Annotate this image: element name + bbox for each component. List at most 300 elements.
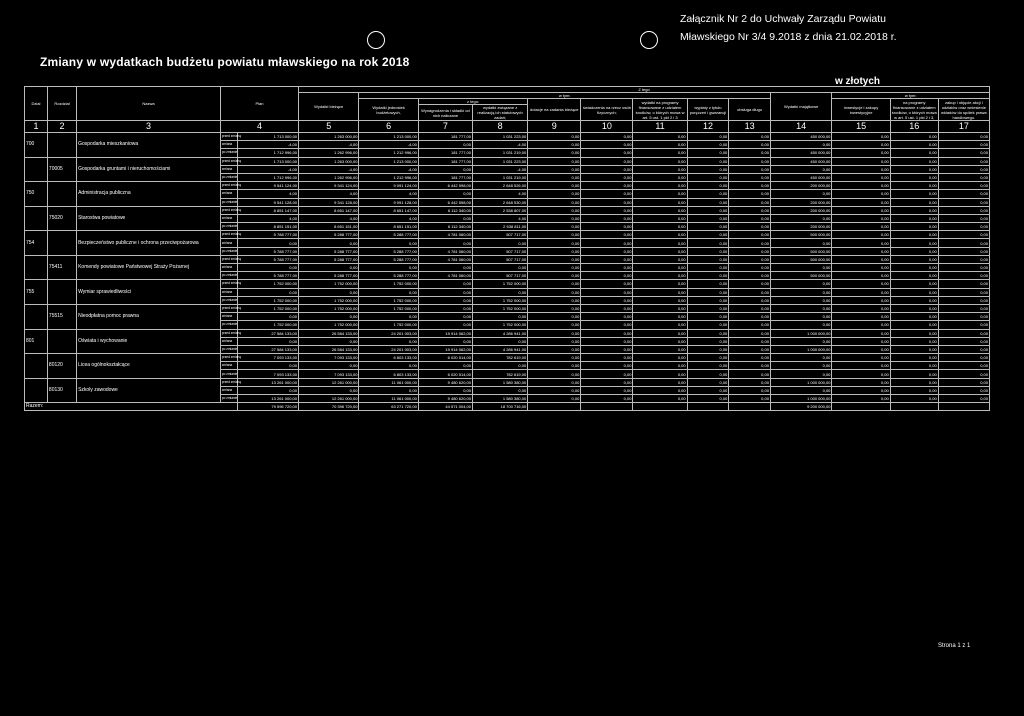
zero-cell: 0,00 — [581, 395, 633, 403]
header-dotacje: dotacje na zadania bieżące — [528, 99, 581, 121]
jednostek-cell: 9 091 128,00 — [359, 198, 418, 206]
zero-cell: 0,00 — [687, 337, 729, 345]
total-plan: 79 596 720,00 — [237, 403, 298, 411]
zero-cell: 0,00 — [528, 321, 581, 329]
table-row — [25, 255, 990, 263]
zero-cell: 0,00 — [938, 206, 989, 214]
zero-cell: 0,00 — [832, 354, 890, 362]
row-type-cell: po zmianie — [220, 296, 237, 304]
biezace-cell: 1 263 000,00 — [299, 133, 359, 141]
statutowe-cell: 2 648 526,00 — [473, 182, 528, 190]
zero-cell: 0,00 — [633, 329, 687, 337]
header-rozdzial: Rozdział — [47, 87, 76, 121]
dzial-cell: 801 — [25, 329, 48, 354]
zero-cell: 0,00 — [581, 288, 633, 296]
column-number: 12 — [687, 121, 729, 133]
zero-cell: 0,00 — [832, 386, 890, 394]
zero-cell: 0,00 — [528, 239, 581, 247]
plan-cell: 8 851 147,00 — [237, 206, 298, 214]
zero-cell: 0,00 — [687, 288, 729, 296]
total-empty — [832, 403, 890, 411]
plan-cell: 5 788 777,00 — [237, 272, 298, 280]
zero-cell: 0,00 — [528, 386, 581, 394]
row-type-cell: po zmianie — [220, 173, 237, 181]
row-type-cell: po zmianie — [220, 149, 237, 157]
row-type-cell: zmiana — [220, 190, 237, 198]
total-empty — [729, 403, 771, 411]
wynagrodzenia-cell: 0,00 — [418, 337, 472, 345]
zero-cell: 0,00 — [528, 378, 581, 386]
majatkowe-cell: 1 000 000,00 — [770, 329, 831, 337]
zero-cell: 0,00 — [581, 141, 633, 149]
total-label: Razem: — [25, 403, 238, 411]
wynagrodzenia-cell: 6 442 598,00 — [418, 198, 472, 206]
biezace-cell: 0,00 — [299, 288, 359, 296]
zero-cell: 0,00 — [633, 133, 687, 141]
jednostek-cell: 0,00 — [359, 337, 418, 345]
wynagrodzenia-cell: 4 781 060,00 — [418, 255, 472, 263]
nazwa-cell: Wymiar sprawiedliwości — [77, 280, 221, 305]
plan-cell: 0,00 — [237, 386, 298, 394]
row-type-cell: po zmianie — [220, 247, 237, 255]
zero-cell: 0,00 — [687, 255, 729, 263]
zero-cell: 0,00 — [890, 329, 938, 337]
row-type-cell: przed zmianą — [220, 157, 237, 165]
header-obsluga-dlugu: obsługa długu — [729, 99, 771, 121]
zero-cell: 0,00 — [687, 239, 729, 247]
row-type-cell: po zmianie — [220, 370, 237, 378]
wynagrodzenia-cell: 181 777,00 — [418, 149, 472, 157]
plan-cell: -4,00 — [237, 165, 298, 173]
wynagrodzenia-cell: 9 480 620,00 — [418, 395, 472, 403]
statutowe-cell: 1 031 219,00 — [473, 149, 528, 157]
wynagrodzenia-cell: 0,00 — [418, 190, 472, 198]
zero-cell: 0,00 — [832, 395, 890, 403]
row-type-cell: przed zmianą — [220, 354, 237, 362]
majatkowe-cell: 200 000,00 — [770, 198, 831, 206]
zero-cell: 0,00 — [687, 247, 729, 255]
zero-cell: 0,00 — [938, 239, 989, 247]
row-type-cell: po zmianie — [220, 345, 237, 353]
zero-cell: 0,00 — [528, 304, 581, 312]
zero-cell: 0,00 — [633, 370, 687, 378]
rozdzial-cell: 75411 — [47, 255, 76, 280]
nazwa-cell: Gospodarka gruntami i nieruchomościami — [77, 157, 221, 182]
total-wynagrodzenia: 44 571 004,00 — [418, 403, 472, 411]
wynagrodzenia-cell: 181 777,00 — [418, 133, 472, 141]
dzial-cell: 700 — [25, 133, 48, 158]
zero-cell: 0,00 — [581, 149, 633, 157]
header-na-programy: na programy finansowane z udziałem środków, o których mowa w art. 5 ust. 1 pkt 2 i 3, — [891, 99, 937, 120]
biezace-cell: 4,00 — [299, 214, 359, 222]
plan-cell: 0,00 — [237, 264, 298, 272]
zero-cell: 0,00 — [938, 149, 989, 157]
zero-cell: 0,00 — [729, 370, 771, 378]
biezace-cell: 9 341 124,00 — [299, 182, 359, 190]
column-number: 11 — [633, 121, 687, 133]
plan-cell: 0,00 — [237, 313, 298, 321]
majatkowe-cell: 200 000,00 — [770, 182, 831, 190]
jednostek-cell: 5 288 777,00 — [359, 272, 418, 280]
zero-cell: 0,00 — [729, 247, 771, 255]
majatkowe-cell: 0,00 — [770, 321, 831, 329]
zero-cell: 0,00 — [729, 321, 771, 329]
jednostek-cell: 0,00 — [359, 362, 418, 370]
zero-cell: 0,00 — [729, 231, 771, 239]
jednostek-cell: 4,00 — [359, 190, 418, 198]
zero-cell: 0,00 — [633, 386, 687, 394]
header-z-tego-jednostek: z tego: — [418, 99, 527, 105]
wynagrodzenia-cell: 0,00 — [418, 304, 472, 312]
rozdzial-cell — [47, 133, 76, 158]
zero-cell: 0,00 — [729, 206, 771, 214]
zero-cell: 0,00 — [890, 280, 938, 288]
wynagrodzenia-cell: 0,00 — [418, 141, 472, 149]
zero-cell: 0,00 — [633, 362, 687, 370]
header-z-tego: Z tego — [299, 87, 990, 93]
zero-cell: 0,00 — [832, 141, 890, 149]
nazwa-cell: Bezpieczeństwo publiczne i ochrona przeciwpożarowa — [77, 231, 221, 256]
row-type-cell: zmiana — [220, 313, 237, 321]
wynagrodzenia-cell: 19 914 062,00 — [418, 345, 472, 353]
wynagrodzenia-cell: 0,00 — [418, 239, 472, 247]
punch-hole-left — [367, 31, 385, 49]
zero-cell: 0,00 — [633, 354, 687, 362]
biezace-cell: 12 261 000,00 — [299, 395, 359, 403]
zero-cell: 0,00 — [890, 296, 938, 304]
zero-cell: 0,00 — [687, 214, 729, 222]
zero-cell: 0,00 — [938, 272, 989, 280]
zero-cell: 0,00 — [729, 239, 771, 247]
statutowe-cell: 1 031 223,00 — [473, 133, 528, 141]
row-type-cell: po zmianie — [220, 223, 237, 231]
zero-cell: 0,00 — [890, 149, 938, 157]
majatkowe-cell: 0,00 — [770, 296, 831, 304]
column-number: 4 — [220, 121, 298, 133]
zero-cell: 0,00 — [832, 378, 890, 386]
statutowe-cell: 0,00 — [473, 313, 528, 321]
zero-cell: 0,00 — [890, 288, 938, 296]
column-number: 6 — [359, 121, 418, 133]
zero-cell: 0,00 — [581, 206, 633, 214]
majatkowe-cell: 450 000,00 — [770, 133, 831, 141]
statutowe-cell: 782 619,00 — [473, 370, 528, 378]
zero-cell: 0,00 — [938, 141, 989, 149]
total-statutowe: 18 700 716,00 — [473, 403, 528, 411]
zero-cell: 0,00 — [890, 378, 938, 386]
zero-cell: 0,00 — [687, 362, 729, 370]
zero-cell: 0,00 — [938, 173, 989, 181]
column-number: 3 — [77, 121, 221, 133]
table-row — [25, 206, 990, 214]
row-type-cell: przed zmianą — [220, 280, 237, 288]
zero-cell: 0,00 — [832, 165, 890, 173]
page-number: Strona 1 z 1 — [938, 643, 971, 649]
zero-cell: 0,00 — [832, 288, 890, 296]
zero-cell: 0,00 — [581, 157, 633, 165]
jednostek-cell: 8 651 151,00 — [359, 223, 418, 231]
zero-cell: 0,00 — [938, 165, 989, 173]
nazwa-cell: Szkoły zawodowe — [77, 378, 221, 403]
zero-cell: 0,00 — [832, 214, 890, 222]
nazwa-cell: Komendy powiatowe Państwowej Straży Pożarnej — [77, 255, 221, 280]
wynagrodzenia-cell: 19 914 062,00 — [418, 329, 472, 337]
zero-cell: 0,00 — [633, 288, 687, 296]
zero-cell: 0,00 — [528, 313, 581, 321]
zero-cell: 0,00 — [687, 345, 729, 353]
jednostek-cell: 6 803 133,00 — [359, 354, 418, 362]
header-swiadczenia: świadczenia na rzecz osób fizycznych; — [581, 99, 633, 121]
header-poreczenia: wypłaty z tytułu poręczeń i gwarancji — [687, 99, 729, 121]
annex-line-1: Załącznik Nr 2 do Uchwały Zarządu Powiatu — [680, 13, 887, 25]
wynagrodzenia-cell: 6 112 340,00 — [418, 206, 472, 214]
rozdzial-cell — [47, 329, 76, 354]
biezace-cell: 5 288 777,00 — [299, 255, 359, 263]
row-type-cell: zmiana — [220, 141, 237, 149]
statutowe-cell: 0,00 — [473, 239, 528, 247]
plan-cell: 1 752 000,00 — [237, 280, 298, 288]
zero-cell: 0,00 — [938, 214, 989, 222]
total-empty — [528, 403, 581, 411]
column-number: 17 — [938, 121, 989, 133]
zero-cell: 0,00 — [890, 386, 938, 394]
plan-cell: 27 584 133,00 — [237, 329, 298, 337]
biezace-cell: 4,00 — [299, 190, 359, 198]
zero-cell: 0,00 — [938, 133, 989, 141]
zero-cell: 0,00 — [832, 206, 890, 214]
table-row — [25, 329, 990, 337]
jednostek-cell: 0,00 — [359, 313, 418, 321]
zero-cell: 0,00 — [832, 345, 890, 353]
biezace-cell: 0,00 — [299, 313, 359, 321]
zero-cell: 0,00 — [687, 173, 729, 181]
zero-cell: 0,00 — [633, 182, 687, 190]
column-number: 16 — [890, 121, 938, 133]
row-type-cell: po zmianie — [220, 321, 237, 329]
majatkowe-cell: 500 000,00 — [770, 247, 831, 255]
majatkowe-cell: 200 000,00 — [770, 206, 831, 214]
zero-cell: 0,00 — [687, 386, 729, 394]
biezace-cell: 26 584 133,00 — [299, 329, 359, 337]
zero-cell: 0,00 — [581, 354, 633, 362]
jednostek-cell: 6 803 133,00 — [359, 370, 418, 378]
plan-cell: 9 541 128,00 — [237, 198, 298, 206]
zero-cell: 0,00 — [729, 198, 771, 206]
zero-cell: 0,00 — [633, 231, 687, 239]
jednostek-cell: 5 288 777,00 — [359, 247, 418, 255]
table-row — [25, 280, 990, 288]
jednostek-cell: 1 752 000,00 — [359, 321, 418, 329]
zero-cell: 0,00 — [938, 345, 989, 353]
zero-cell: 0,00 — [890, 214, 938, 222]
wynagrodzenia-cell: 0,00 — [418, 296, 472, 304]
zero-cell: 0,00 — [890, 239, 938, 247]
zero-cell: 0,00 — [729, 345, 771, 353]
biezace-cell: 8 651 151,00 — [299, 223, 359, 231]
row-type-cell: zmiana — [220, 239, 237, 247]
zero-cell: 0,00 — [890, 247, 938, 255]
zero-cell: 0,00 — [938, 313, 989, 321]
dzial-cell — [25, 206, 48, 231]
majatkowe-cell: 0,00 — [770, 165, 831, 173]
plan-cell: 4,00 — [237, 190, 298, 198]
zero-cell: 0,00 — [938, 190, 989, 198]
zero-cell: 0,00 — [729, 141, 771, 149]
zero-cell: 0,00 — [832, 296, 890, 304]
wynagrodzenia-cell: 4 781 060,00 — [418, 272, 472, 280]
zero-cell: 0,00 — [633, 280, 687, 288]
jednostek-cell: -4,00 — [359, 141, 418, 149]
zero-cell: 0,00 — [581, 362, 633, 370]
wynagrodzenia-cell: 4 781 060,00 — [418, 247, 472, 255]
zero-cell: 0,00 — [633, 247, 687, 255]
statutowe-cell: 507 717,00 — [473, 272, 528, 280]
zero-cell: 0,00 — [633, 165, 687, 173]
statutowe-cell: 507 717,00 — [473, 231, 528, 239]
zero-cell: 0,00 — [528, 231, 581, 239]
statutowe-cell: 1 752 000,00 — [473, 304, 528, 312]
zero-cell: 0,00 — [687, 206, 729, 214]
row-type-cell: zmiana — [220, 362, 237, 370]
biezace-cell: 1 752 000,00 — [299, 321, 359, 329]
zero-cell: 0,00 — [729, 395, 771, 403]
zero-cell: 0,00 — [528, 264, 581, 272]
rozdzial-cell: 80130 — [47, 378, 76, 403]
header-w-tym-majatkowe: w tym: — [832, 93, 990, 99]
zero-cell: 0,00 — [633, 157, 687, 165]
majatkowe-cell: 450 000,00 — [770, 149, 831, 157]
zero-cell: 0,00 — [938, 182, 989, 190]
wynagrodzenia-cell: 6 020 514,00 — [418, 354, 472, 362]
plan-cell: 1 713 000,00 — [237, 133, 298, 141]
majatkowe-cell: 0,00 — [770, 288, 831, 296]
biezace-cell: 8 651 147,00 — [299, 206, 359, 214]
total-biezace: 70 396 720,00 — [299, 403, 359, 411]
row-type-cell: zmiana — [220, 214, 237, 222]
zero-cell: 0,00 — [687, 190, 729, 198]
zero-cell: 0,00 — [890, 133, 938, 141]
zero-cell: 0,00 — [633, 337, 687, 345]
biezace-cell: 0,00 — [299, 362, 359, 370]
zero-cell: 0,00 — [581, 247, 633, 255]
zero-cell: 0,00 — [832, 157, 890, 165]
row-type-cell: przed zmianą — [220, 231, 237, 239]
total-empty — [687, 403, 729, 411]
zero-cell: 0,00 — [528, 206, 581, 214]
majatkowe-cell: 0,00 — [770, 264, 831, 272]
zero-cell: 0,00 — [890, 157, 938, 165]
nazwa-cell: Oświata i wychowanie — [77, 329, 221, 354]
wynagrodzenia-cell: 0,00 — [418, 165, 472, 173]
zero-cell: 0,00 — [890, 190, 938, 198]
row-type-cell: zmiana — [220, 386, 237, 394]
wynagrodzenia-cell: 6 020 514,00 — [418, 370, 472, 378]
zero-cell: 0,00 — [528, 354, 581, 362]
zero-cell: 0,00 — [890, 304, 938, 312]
zero-cell: 0,00 — [633, 206, 687, 214]
zero-cell: 0,00 — [832, 133, 890, 141]
majatkowe-cell: 0,00 — [770, 386, 831, 394]
zero-cell: 0,00 — [832, 223, 890, 231]
zero-cell: 0,00 — [581, 296, 633, 304]
zero-cell: 0,00 — [729, 264, 771, 272]
biezace-cell: 5 288 777,00 — [299, 231, 359, 239]
zero-cell: 0,00 — [729, 149, 771, 157]
plan-cell: 1 712 996,00 — [237, 149, 298, 157]
zero-cell: 0,00 — [832, 255, 890, 263]
zero-cell: 0,00 — [528, 345, 581, 353]
nazwa-cell: Starostwa powiatowe — [77, 206, 221, 231]
column-number-row — [25, 121, 990, 133]
total-jednostek: 63 271 720,00 — [359, 403, 418, 411]
zero-cell: 0,00 — [633, 296, 687, 304]
zero-cell: 0,00 — [633, 190, 687, 198]
row-type-cell: przed zmianą — [220, 255, 237, 263]
zero-cell: 0,00 — [687, 329, 729, 337]
zero-cell: 0,00 — [687, 264, 729, 272]
statutowe-cell: 2 538 811,00 — [473, 223, 528, 231]
zero-cell: 0,00 — [633, 304, 687, 312]
zero-cell: 0,00 — [633, 223, 687, 231]
zero-cell: 0,00 — [581, 182, 633, 190]
zero-cell: 0,00 — [938, 288, 989, 296]
majatkowe-cell: 1 000 000,00 — [770, 378, 831, 386]
zero-cell: 0,00 — [633, 345, 687, 353]
header-wniesienie-udzialow: zakup i objęcie akcji i udziałów oraz wniesienie wkładów do spółek prawa handlowego. — [938, 99, 989, 121]
biezace-cell: 1 752 000,00 — [299, 296, 359, 304]
zero-cell: 0,00 — [528, 198, 581, 206]
zero-cell: 0,00 — [832, 190, 890, 198]
jednostek-cell: 5 288 777,00 — [359, 231, 418, 239]
majatkowe-cell: 0,00 — [770, 141, 831, 149]
nazwa-cell: Gospodarka mieszkaniowa — [77, 133, 221, 158]
zero-cell: 0,00 — [581, 386, 633, 394]
zero-cell: 0,00 — [528, 296, 581, 304]
annex-line-2: Mławskiego Nr 3/4 9.2018 z dnia 21.02.2018 r. — [680, 31, 897, 43]
zero-cell: 0,00 — [890, 362, 938, 370]
zero-cell: 0,00 — [528, 182, 581, 190]
majatkowe-cell: 0,00 — [770, 304, 831, 312]
header-nazwa: Nazwa — [77, 87, 221, 121]
zero-cell: 0,00 — [581, 378, 633, 386]
column-number: 15 — [832, 121, 890, 133]
dzial-cell — [25, 354, 48, 379]
zero-cell: 0,00 — [528, 157, 581, 165]
statutowe-cell: 0,00 — [473, 337, 528, 345]
header-inwestycje: inwestycje i zakupy inwestycyjne — [832, 99, 890, 121]
zero-cell: 0,00 — [938, 337, 989, 345]
zero-cell: 0,00 — [528, 165, 581, 173]
column-number: 14 — [770, 121, 831, 133]
majatkowe-cell: 1 000 000,00 — [770, 345, 831, 353]
zero-cell: 0,00 — [832, 304, 890, 312]
statutowe-cell: 507 717,00 — [473, 247, 528, 255]
jednostek-cell: 8 651 147,00 — [359, 206, 418, 214]
zero-cell: 0,00 — [729, 223, 771, 231]
majatkowe-cell: 0,00 — [770, 280, 831, 288]
plan-cell: 1 752 000,00 — [237, 304, 298, 312]
column-number: 10 — [581, 121, 633, 133]
zero-cell: 0,00 — [687, 198, 729, 206]
zero-cell: 0,00 — [581, 313, 633, 321]
row-type-cell: po zmianie — [220, 272, 237, 280]
header-plan: Plan — [220, 87, 298, 121]
zero-cell: 0,00 — [729, 272, 771, 280]
zero-cell: 0,00 — [729, 337, 771, 345]
zero-cell: 0,00 — [581, 198, 633, 206]
dzial-cell: 754 — [25, 231, 48, 256]
zero-cell: 0,00 — [581, 370, 633, 378]
